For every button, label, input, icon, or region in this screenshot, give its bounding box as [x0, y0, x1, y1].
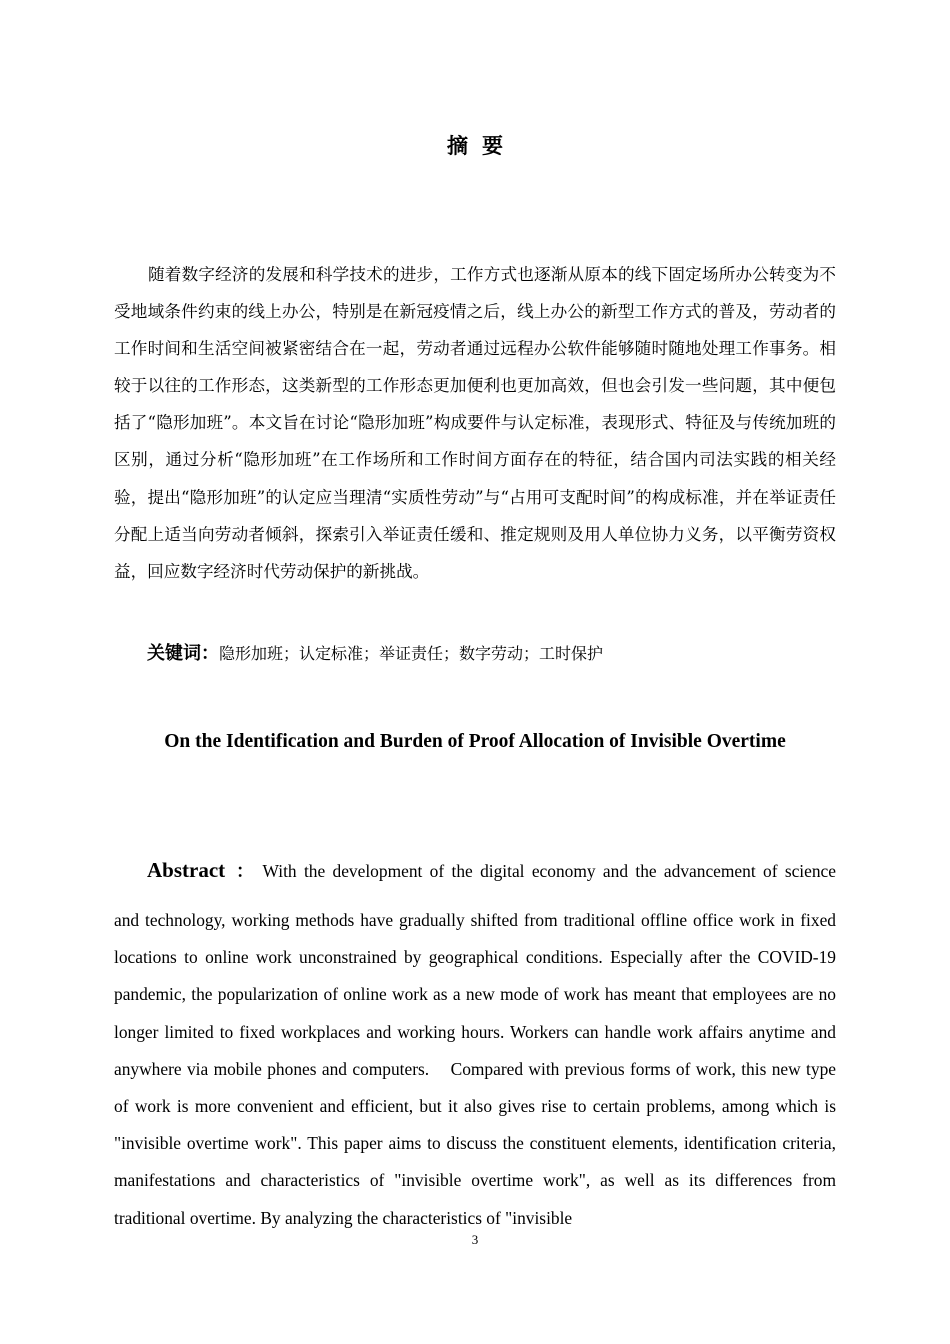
english-abstract-body: and technology, working methods have gradually shifted from traditional offline office work in fixed locations to online work unconstrained by geographical conditions. Especially after the COVID-19 pandemic, the popularization of online work as a new mode of work has meant that employees are no longer limited to fixed workplaces and working hours. Workers can handle work affairs anytime and anywhere via mobile phones and computers. Compared with previous forms of work, this new type of work is more convenient and efficient, but it also gives rise to certain problems, among which is "invisible overtime work". This paper aims to discuss the constituent elements, identification criteria, manifestations and characteristics of "invisible overtime work", as well as its differences from traditional overtime. By analyzing the characteristics of "invisible — [114, 910, 841, 1228]
english-paper-title: On the Identification and Burden of Proof Allocation of Invisible Overtime — [164, 731, 786, 752]
abstract-label: Abstract — [147, 858, 226, 882]
page-number: 3 — [471, 1232, 479, 1247]
chinese-abstract-body: 随着数字经济的发展和科学技术的进步，工作方式也逐渐从原本的线下固定场所办公转变为不受地域条件约束的线上办公，特别是在新冠疫情之后，线上办公的新型工作方式的普及，劳动者的工作时间和生活空间被紧密结合在一起，劳动者通过远程办公软件能够随时随地处理工作事务。相较于以往的工作形态，这类新型的工作形态更加便利也更加高效，但也会引发一些问题，其中便包括了“隐形加班”。本文旨在讨论“隐形加班”构成要件与认定标准，表现形式、特征及与传统加班的区别，通过分析“隐形加班”在工作场所和工作时间方面存在的特征，结合国内司法实践的相关经验，提出“隐形加班”的认定应当理清“实质性劳动”与“占用可支配时间”的构成标准，并在举证责任分配上适当向劳动者倾斜，探索引入举证责任缓和、推定规则及用人单位协力义务，以平衡劳资权益，回应数字经济时代劳动保护的新挑战。 — [114, 265, 836, 581]
chinese-keywords — [147, 640, 847, 668]
abstract-colon: ： — [233, 861, 257, 881]
english-abstract — [114, 853, 841, 1237]
keywords-text: 隐形加班；认定标准；举证责任；数字劳动；工时保护 — [219, 644, 604, 663]
keywords-label: 关键词： — [147, 643, 219, 664]
chinese-abstract-title: 摘要 — [447, 134, 517, 158]
abstract-lead-text: With the development of the digital economy and the advancement of science — [262, 861, 836, 881]
english-abstract-first-line — [114, 853, 836, 888]
